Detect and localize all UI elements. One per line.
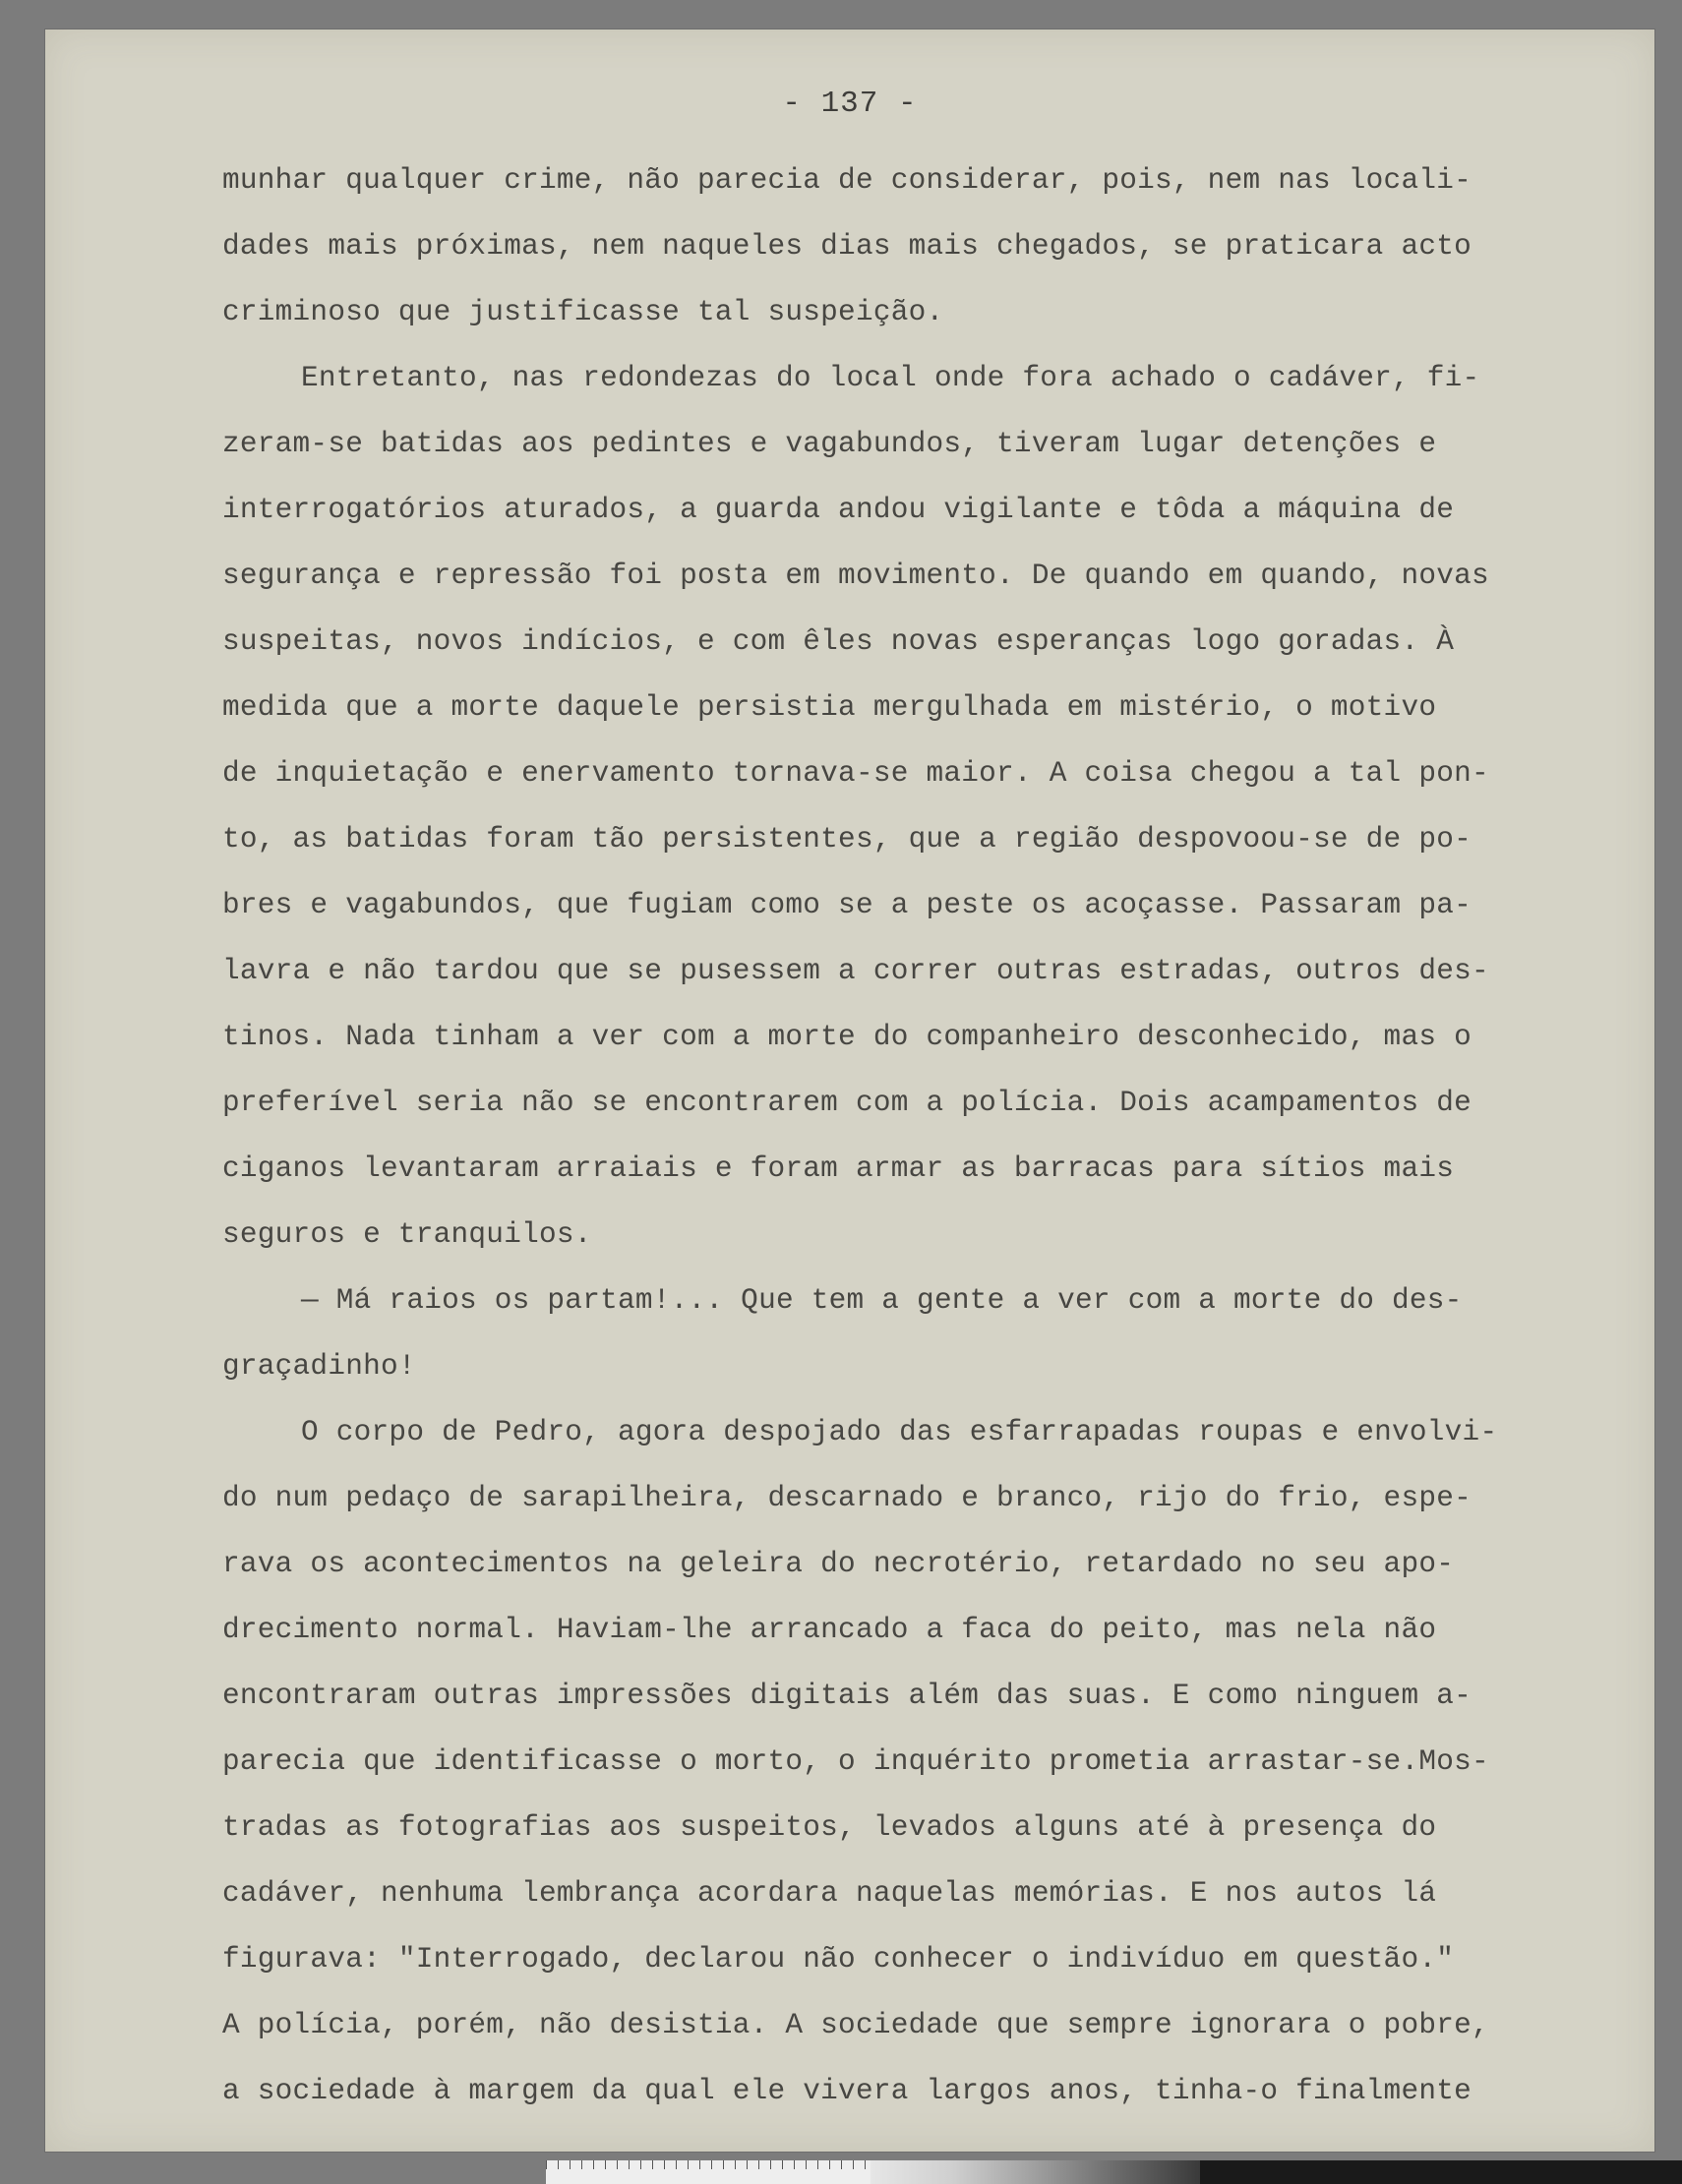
text-line: medida que a morte daquele persistia mergulhada em mistério, o motivo (222, 691, 1437, 724)
text-line: O corpo de Pedro, agora despojado das esfarrapadas roupas e envolvi- (301, 1416, 1498, 1448)
scale-ruler (546, 2160, 871, 2184)
text-line: bres e vagabundos, que fugiam como se a peste os acoçasse. Passaram pa- (222, 889, 1472, 921)
text-line: Entretanto, nas redondezas do local onde fora achado o cadáver, fi- (301, 362, 1480, 394)
text-line: interrogatórios aturados, a guarda andou vigilante e tôda a máquina de (222, 494, 1455, 526)
text-line: drecimento normal. Haviam-lhe arrancado a faca do peito, mas nela não (222, 1614, 1437, 1646)
text-line: lavra e não tardou que se pusessem a correr outras estradas, outros des- (222, 955, 1489, 987)
document-page (45, 30, 1654, 2152)
text-line: seguros e tranquilos. (222, 1218, 592, 1251)
text-line: tinos. Nada tinham a ver com a morte do companheiro desconhecido, mas o (222, 1021, 1472, 1053)
text-line: ciganos levantaram arraiais e foram armar as barracas para sítios mais (222, 1152, 1455, 1185)
text-line: do num pedaço de sarapilheira, descarnado e branco, rijo do frio, espe- (222, 1482, 1472, 1514)
text-line: A polícia, porém, não desistia. A sociedade que sempre ignorara o pobre, (222, 2009, 1489, 2041)
text-line: graçadinho! (222, 1350, 416, 1383)
text-line: munhar qualquer crime, não parecia de considerar, pois, nem nas locali- (222, 164, 1472, 197)
text-line: suspeitas, novos indícios, e com êles novas esperanças logo goradas. À (222, 625, 1455, 658)
text-line: a sociedade à margem da qual ele vivera largos anos, tinha-o finalmente (222, 2075, 1472, 2107)
text-line: — Má raios os partam!... Que tem a gente a ver com a morte do des- (301, 1284, 1463, 1317)
text-line: parecia que identificasse o morto, o inquérito prometia arrastar-se.Mos- (222, 1745, 1489, 1778)
text-line: tradas as fotografias aos suspeitos, levados alguns até à presença do (222, 1811, 1437, 1844)
text-line: dades mais próximas, nem naqueles dias mais chegados, se praticara acto (222, 230, 1472, 263)
page-number: - 137 - (782, 87, 918, 121)
text-line: de inquietação e enervamento tornava-se maior. A coisa chegou a tal pon- (222, 757, 1489, 790)
text-line: preferível seria não se encontrarem com a polícia. Dois acampamentos de (222, 1087, 1472, 1119)
body-text (222, 148, 1673, 2124)
grayscale-target (871, 2160, 1200, 2184)
text-line: zeram-se batidas aos pedintes e vagabundos, tiveram lugar detenções e (222, 428, 1437, 460)
text-line: encontraram outras impressões digitais além das suas. E como ninguem a- (222, 1680, 1472, 1712)
text-line: to, as batidas foram tão persistentes, que a região despovoou-se de po- (222, 823, 1472, 856)
text-line: criminoso que justificasse tal suspeição. (222, 296, 944, 328)
text-line: segurança e repressão foi posta em movimento. De quando em quando, novas (222, 560, 1489, 592)
text-line: rava os acontecimentos na geleira do necrotério, retardado no seu apo- (222, 1548, 1455, 1580)
text-line: figurava: "Interrogado, declarou não conhecer o indivíduo em questão." (222, 1943, 1455, 1976)
text-line: cadáver, nenhuma lembrança acordara naquelas memórias. E nos autos lá (222, 1877, 1437, 1910)
color-target-black (1200, 2160, 1682, 2184)
